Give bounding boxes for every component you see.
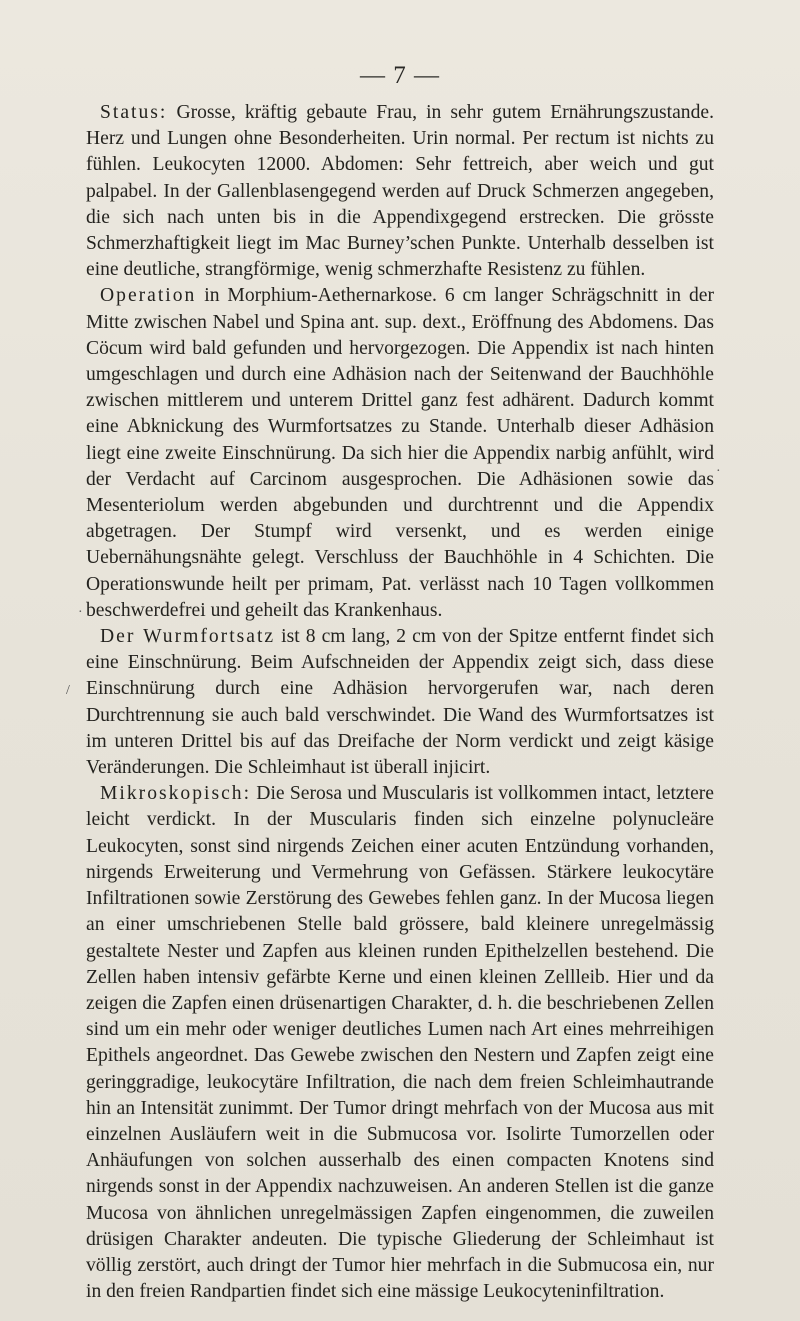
paragraph-wurmfortsatz xyxy=(86,624,714,781)
margin-speck: / xyxy=(66,683,70,698)
paragraph-status xyxy=(86,100,714,283)
paragraph-lead: Status: xyxy=(100,102,168,123)
paragraph-mikroskopisch xyxy=(86,781,714,1305)
paragraph-text: Grosse, kräftig gebaute Frau, in sehr gutem Ernährungszustande. Herz und Lungen ohne Besonderheiten. Urin normal. Per rectum ist nichts zu fühlen. Leukocyten 12000. Abdomen: Sehr fettreich, aber weich und gut palpabel. In der Gallenblasengegend werden auf Druck Schmerzen angegeben, die sich nach unten bis in die Appendixgegend erstrecken. Die grösste Schmerzhaftigkeit liegt im Mac Burney’schen Punkte. Unterhalb desselben ist eine deutliche, strangförmige, wenig schmerzhafte Resistenz zu fühlen. xyxy=(86,102,714,281)
margin-speck: · xyxy=(716,464,721,479)
paragraph-text: in Morphium-Aethernarkose. 6 cm langer Schrägschnitt in der Mitte zwischen Nabel und Spina ant. sup. dext., Eröffnung des Abdomens. Das Cöcum wird bald gefunden und hervorgezogen. Die Appendix ist nach hinten umgeschlagen und durch eine Adhäsion nach der Seitenwand der Bauchhöhle zwischen mittlerem und unterem Drittel ganz fest adhärent. Dadurch kommt eine Abknickung des Wurmfortsatzes zu Stande. Unterhalb dieser Adhäsion liegt eine zweite Einschnürung. Da sich hier die Appendix narbig anfühlt, wird der Verdacht auf Carcinom ausgesprochen. Die Adhäsionen sowie das Mesenteriolum werden abgebunden und durchtrennt und die Appendix abgetragen. Der Stumpf wird versenkt, und es werden einige Uebernähungsnähte gelegt. Verschluss der Bauchhöhle in 4 Schichten. Die Operationswunde heilt per primam, Pat. verlässt nach 10 Tagen vollkommen beschwerdefrei und geheilt das Krankenhaus. xyxy=(86,285,714,621)
body-text xyxy=(86,100,714,1305)
paragraph-lead: Mikroskopisch: xyxy=(100,783,252,805)
paragraph-lead: Operation xyxy=(100,285,197,307)
paragraph-operation xyxy=(86,283,714,624)
paragraph-lead: Der Wurmfortsatz xyxy=(100,626,276,648)
paragraph-text: Die Serosa und Muscularis ist vollkommen intact, letztere leicht verdickt. In der Muscularis finden sich einzelne polynucleäre Leukocyten, sonst sind nirgends Zeichen einer acuten Entzündung vorhanden, nirgends Erweiterung und Vermehrung von Gefässen. Stärkere leukocytäre Infiltrationen sowie Zerstörung des Gewebes fehlen ganz. In der Mucosa liegen an einer umschriebenen Stelle bald grössere, bald kleinere unregelmässig gestaltete Nester und Zapfen aus kleinen runden Epithelzellen bestehend. Die Zellen haben intensiv gefärbte Kerne und einen kleinen Zellleib. Hier und da zeigen die Zapfen einen drüsenartigen Charakter, d. h. die beschriebenen Zellen sind um ein mehr oder weniger deutliches Lumen nach Art eines mehrreihigen Epithels angeordnet. Das Gewebe zwischen den Nestern und Zapfen zeigt eine geringgradige, leukocytäre Infiltration, die nach dem freien Schleimhautrande hin an Intensität zunimmt. Der Tumor dringt mehrfach von der Mucosa aus mit einzelnen Ausläufern weit in die Submucosa vor. Isolirte Tumorzellen oder Anhäufungen von solchen ausserhalb des einen compacten Knotens sind nirgends sonst in der Appendix nachzuweisen. An anderen Stellen ist die ganze Mucosa von ähnlichen unregelmässigen Zapfen eingenommen, die zuweilen drüsigen Charakter andeuten. Die typische Gliederung der Schleimhaut ist völlig zerstört, auch dringt der Tumor hier mehrfach in die Submucosa ein, nur in den freien Randpartien findet sich eine mässige Leukocyteninfiltration. xyxy=(86,783,714,1303)
page-number: — 7 — xyxy=(360,62,440,89)
margin-speck: · xyxy=(78,605,83,620)
paragraph-text: ist 8 cm lang, 2 cm von der Spitze entfernt findet sich eine Einschnürung. Beim Aufschneiden der Appendix zeigt sich, dass diese Einschnürung durch eine Adhäsion hervorgerufen war, nach deren Durchtrennung sie auch bald verschwindet. Die Wand des Wurmfortsatzes ist im unteren Drittel bis auf das Dreifache der Norm verdickt und zeigt käsige Veränderungen. Die Schleimhaut ist überall injicirt. xyxy=(86,626,714,779)
